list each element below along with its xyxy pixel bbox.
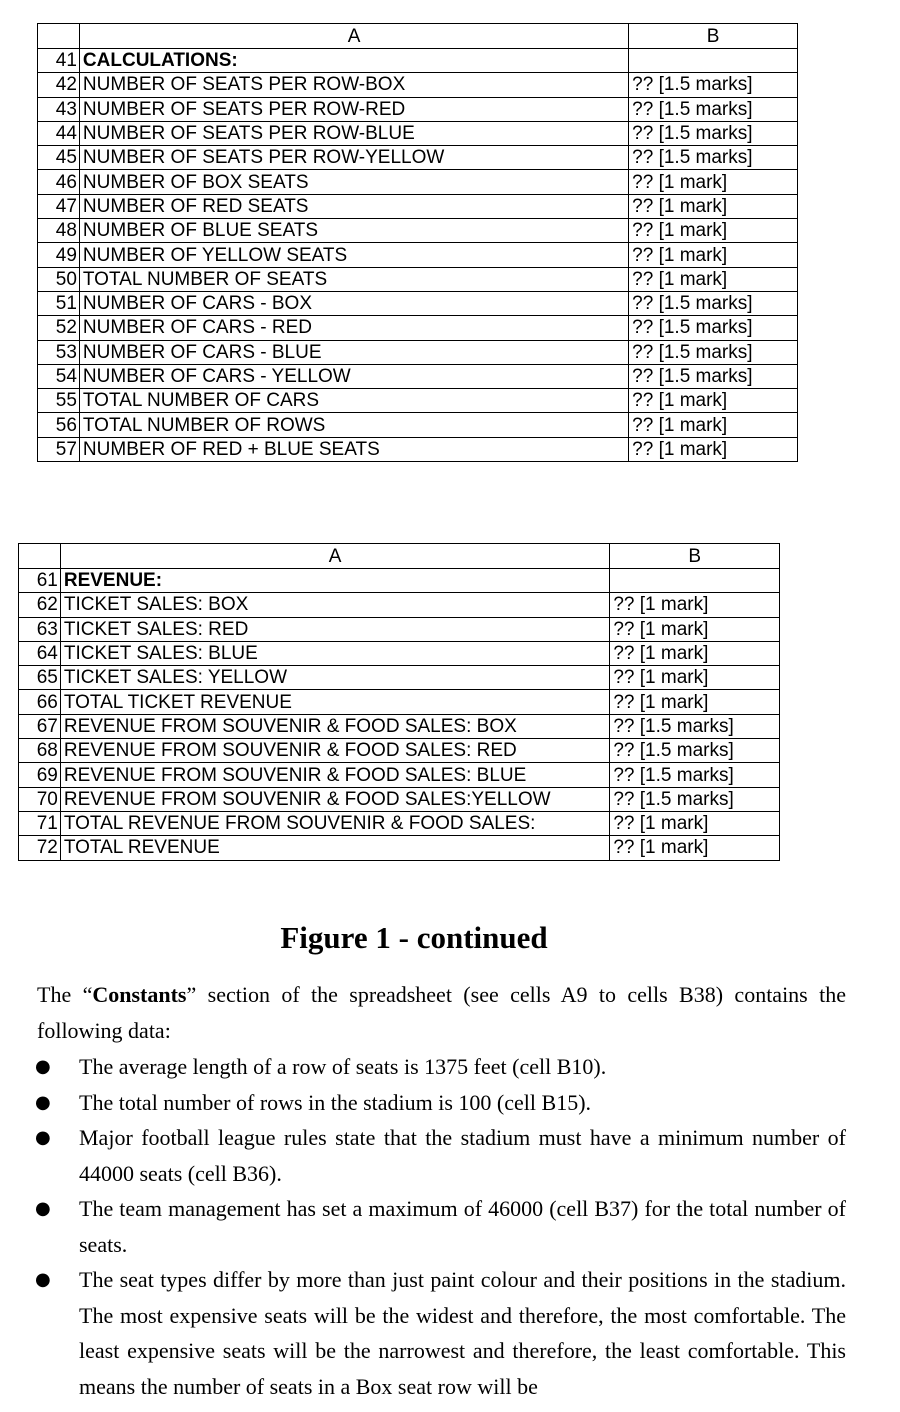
table-row [38, 316, 798, 340]
cell-label: NUMBER OF SEATS PER ROW-BLUE [79, 121, 628, 145]
table-row [38, 97, 798, 121]
cell-value: ?? [1.5 marks] [610, 714, 780, 738]
row-number: 51 [38, 291, 80, 315]
row-number: 47 [38, 194, 80, 218]
cell-label: NUMBER OF BLUE SEATS [79, 219, 628, 243]
corner-cell [38, 24, 80, 49]
cell-label: NUMBER OF SEATS PER ROW-YELLOW [79, 146, 628, 170]
table-row [19, 714, 780, 738]
table-row [19, 836, 780, 860]
cell-label: REVENUE: [60, 569, 610, 593]
cell-label: TICKET SALES: BOX [60, 593, 610, 617]
cell-value: ?? [1.5 marks] [629, 291, 798, 315]
row-number: 67 [19, 714, 61, 738]
table-row [38, 219, 798, 243]
column-header-b: B [629, 24, 798, 49]
bullet-item [37, 1120, 846, 1191]
bullet-text: The total number of rows in the stadium is 100 (cell B15). [79, 1089, 592, 1115]
bullet-icon: ● [35, 1269, 51, 1290]
intro-before: The “ [37, 982, 93, 1007]
column-header-row [38, 24, 798, 49]
table-row [19, 593, 780, 617]
column-header-a: A [60, 544, 610, 569]
row-number: 52 [38, 316, 80, 340]
row-number: 53 [38, 340, 80, 364]
row-number: 57 [38, 437, 80, 461]
row-number: 54 [38, 364, 80, 388]
cell-label: NUMBER OF YELLOW SEATS [79, 243, 628, 267]
row-number: 64 [19, 641, 61, 665]
cell-label: TOTAL REVENUE FROM SOUVENIR & FOOD SALES: [60, 811, 610, 835]
bullet-text: Major football league rules state that the stadium must have a minimum number of 44000 seats (cell B36). [79, 1125, 846, 1186]
bullet-item [37, 1262, 846, 1404]
bullet-item [37, 1049, 846, 1085]
cell-value [610, 569, 780, 593]
cell-value: ?? [1 mark] [629, 219, 798, 243]
table-row [38, 291, 798, 315]
cell-value: ?? [1.5 marks] [629, 97, 798, 121]
row-number: 68 [19, 739, 61, 763]
intro-paragraph [37, 977, 846, 1048]
row-number: 43 [38, 97, 80, 121]
table-row [38, 243, 798, 267]
cell-value: ?? [1 mark] [629, 194, 798, 218]
cell-label: TOTAL NUMBER OF ROWS [79, 413, 628, 437]
table-row [19, 787, 780, 811]
cell-label: TICKET SALES: RED [60, 617, 610, 641]
cell-label: NUMBER OF CARS - RED [79, 316, 628, 340]
cell-label: NUMBER OF BOX SEATS [79, 170, 628, 194]
table-row [19, 763, 780, 787]
intro-after: ” section of the spreadsheet (see cells A9 to cells B38) contains the following data: [37, 982, 847, 1043]
column-header-b: B [610, 544, 780, 569]
row-number: 71 [19, 811, 61, 835]
cell-label: TICKET SALES: BLUE [60, 641, 610, 665]
figure-caption: Figure 1 - continued [280, 920, 548, 955]
cell-value: ?? [1.5 marks] [629, 121, 798, 145]
cell-value: ?? [1 mark] [610, 690, 780, 714]
bullet-text: The seat types differ by more than just paint colour and their positions in the stadium. The most expensive seats will be the widest and therefore, the most comfortable. The least expensive seats will be the narrowest and therefore, the least comfortable. This means the number of seats in a Box seat row will be [79, 1267, 846, 1399]
cell-value: ?? [1.5 marks] [629, 364, 798, 388]
cell-label: TOTAL REVENUE [60, 836, 610, 860]
bullet-list [37, 1049, 846, 1404]
table-row [19, 690, 780, 714]
cell-value: ?? [1 mark] [610, 811, 780, 835]
row-number: 61 [19, 569, 61, 593]
cell-value: ?? [1 mark] [610, 641, 780, 665]
cell-label: REVENUE FROM SOUVENIR & FOOD SALES: RED [60, 739, 610, 763]
table-row [38, 73, 798, 97]
bullet-item [37, 1085, 846, 1121]
row-number: 46 [38, 170, 80, 194]
table-row [38, 364, 798, 388]
cell-value: ?? [1 mark] [629, 243, 798, 267]
table-row [38, 413, 798, 437]
table-row [38, 121, 798, 145]
table-row [38, 340, 798, 364]
row-number: 48 [38, 219, 80, 243]
bullet-text: The average length of a row of seats is 1375 feet (cell B10). [79, 1054, 607, 1079]
cell-label: NUMBER OF RED SEATS [79, 194, 628, 218]
table-row [19, 617, 780, 641]
cell-value: ?? [1 mark] [629, 267, 798, 291]
cell-value: ?? [1.5 marks] [629, 316, 798, 340]
cell-label: REVENUE FROM SOUVENIR & FOOD SALES: BOX [60, 714, 610, 738]
corner-cell [19, 544, 61, 569]
table-row [38, 267, 798, 291]
bullet-icon: ● [35, 1056, 51, 1077]
cell-value: ?? [1 mark] [629, 389, 798, 413]
bullet-item [37, 1191, 846, 1262]
cell-label: NUMBER OF CARS - BLUE [79, 340, 628, 364]
column-header-a: A [79, 24, 628, 49]
row-number: 50 [38, 267, 80, 291]
cell-value: ?? [1 mark] [610, 593, 780, 617]
cell-value: ?? [1.5 marks] [610, 763, 780, 787]
revenue-table [18, 543, 780, 861]
table-row [19, 666, 780, 690]
table-row [38, 194, 798, 218]
body-text [37, 977, 846, 1404]
table-row [38, 146, 798, 170]
cell-label: NUMBER OF SEATS PER ROW-BOX [79, 73, 628, 97]
cell-value: ?? [1 mark] [629, 437, 798, 461]
bullet-icon: ● [35, 1127, 51, 1148]
row-number: 45 [38, 146, 80, 170]
row-number: 55 [38, 389, 80, 413]
cell-value: ?? [1 mark] [610, 666, 780, 690]
cell-label: TOTAL NUMBER OF CARS [79, 389, 628, 413]
cell-label: NUMBER OF RED + BLUE SEATS [79, 437, 628, 461]
cell-value: ?? [1 mark] [629, 413, 798, 437]
intro-bold: Constants [92, 982, 187, 1007]
row-number: 69 [19, 763, 61, 787]
cell-label: NUMBER OF SEATS PER ROW-RED [79, 97, 628, 121]
table-row [38, 49, 798, 73]
row-number: 66 [19, 690, 61, 714]
cell-value: ?? [1.5 marks] [610, 739, 780, 763]
row-number: 44 [38, 121, 80, 145]
cell-label: NUMBER OF CARS - BOX [79, 291, 628, 315]
bullet-icon: ● [35, 1198, 51, 1219]
bullet-text: The team management has set a maximum of 46000 (cell B37) for the total number of seats. [79, 1196, 846, 1257]
cell-label: TOTAL NUMBER OF SEATS [79, 267, 628, 291]
row-number: 72 [19, 836, 61, 860]
cell-label: REVENUE FROM SOUVENIR & FOOD SALES: BLUE [60, 763, 610, 787]
cell-value: ?? [1.5 marks] [629, 340, 798, 364]
cell-value [629, 49, 798, 73]
cell-value: ?? [1 mark] [610, 617, 780, 641]
table-row [38, 170, 798, 194]
cell-label: CALCULATIONS: [79, 49, 628, 73]
table-row [19, 641, 780, 665]
row-number: 70 [19, 787, 61, 811]
cell-label: TICKET SALES: YELLOW [60, 666, 610, 690]
table-row [38, 389, 798, 413]
cell-label: NUMBER OF CARS - YELLOW [79, 364, 628, 388]
row-number: 65 [19, 666, 61, 690]
table-row [19, 569, 780, 593]
row-number: 62 [19, 593, 61, 617]
calculations-table [37, 23, 798, 462]
cell-value: ?? [1 mark] [629, 170, 798, 194]
cell-label: TOTAL TICKET REVENUE [60, 690, 610, 714]
column-header-row [19, 544, 780, 569]
bullet-icon: ● [35, 1091, 51, 1113]
row-number: 63 [19, 617, 61, 641]
table-row [19, 811, 780, 835]
row-number: 49 [38, 243, 80, 267]
cell-value: ?? [1.5 marks] [629, 146, 798, 170]
cell-value: ?? [1.5 marks] [610, 787, 780, 811]
cell-label: REVENUE FROM SOUVENIR & FOOD SALES:YELLOW [60, 787, 610, 811]
cell-value: ?? [1.5 marks] [629, 73, 798, 97]
row-number: 56 [38, 413, 80, 437]
row-number: 41 [38, 49, 80, 73]
table-row [38, 437, 798, 461]
row-number: 42 [38, 73, 80, 97]
table-row [19, 739, 780, 763]
cell-value: ?? [1 mark] [610, 836, 780, 860]
